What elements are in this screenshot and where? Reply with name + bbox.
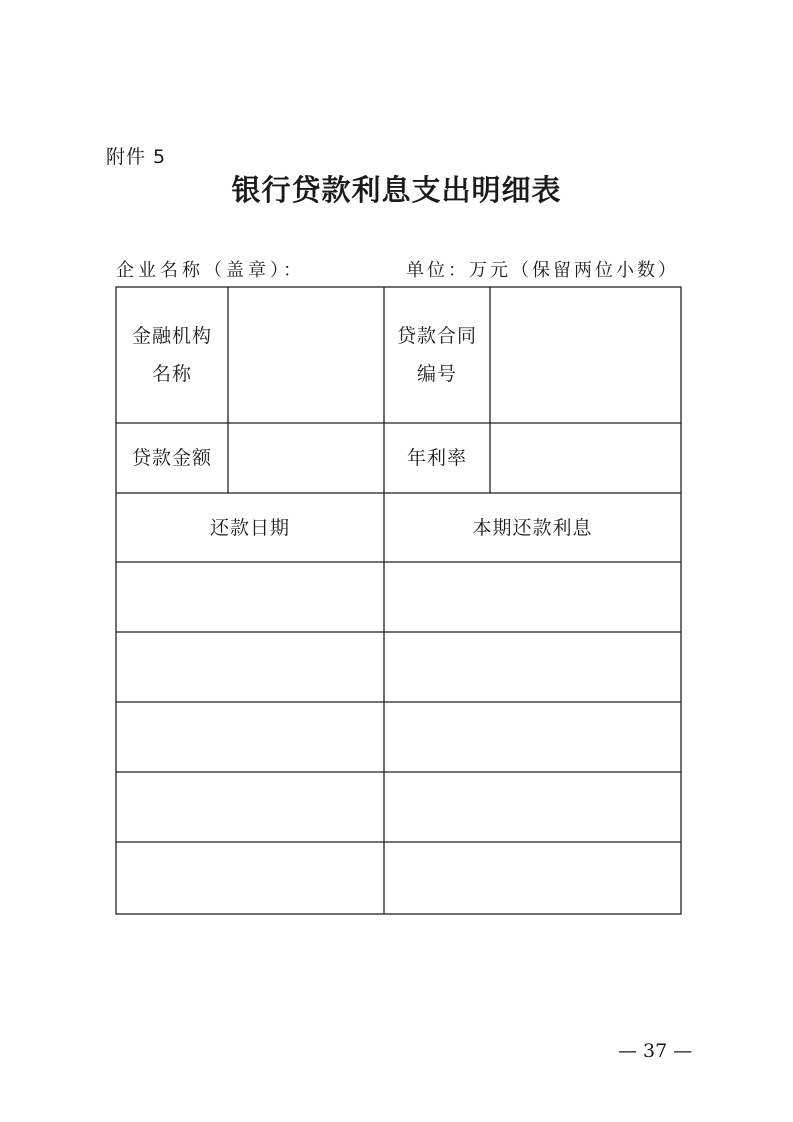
page-number: — 37 — [618, 1040, 693, 1062]
repayment-date-cell[interactable] [116, 772, 384, 842]
column-header-repayment-date: 还款日期 [209, 516, 290, 539]
unit-label: 单位：万元（保留两位小数） [406, 260, 679, 281]
attachment-label: 附件 5 [106, 146, 167, 168]
loan-amount-field[interactable] [228, 423, 384, 493]
repayment-date-cell[interactable] [116, 842, 384, 914]
current-interest-cell[interactable] [384, 632, 681, 702]
current-interest-cell[interactable] [384, 702, 681, 772]
column-header-current-interest: 本期还款利息 [472, 516, 593, 539]
repayment-date-cell[interactable] [116, 632, 384, 702]
repayment-date-cell[interactable] [116, 702, 384, 772]
annual-rate-field[interactable] [490, 423, 681, 493]
current-interest-cell[interactable] [384, 562, 681, 632]
loan-contract-label: 贷款合同 编号 [396, 325, 477, 385]
company-name-label: 企业名称（盖章）： [116, 260, 305, 281]
annual-rate-label: 年利率 [406, 447, 467, 469]
current-interest-cell[interactable] [384, 772, 681, 842]
financial-institution-label: 金融机构 名称 [131, 325, 212, 385]
loan-contract-field[interactable] [490, 287, 681, 423]
current-interest-cell[interactable] [384, 842, 681, 914]
page-title: 银行贷款利息支出明细表 [231, 173, 562, 207]
repayment-date-cell[interactable] [116, 562, 384, 632]
loan-amount-label: 贷款金额 [131, 447, 212, 469]
financial-institution-field[interactable] [228, 287, 384, 423]
